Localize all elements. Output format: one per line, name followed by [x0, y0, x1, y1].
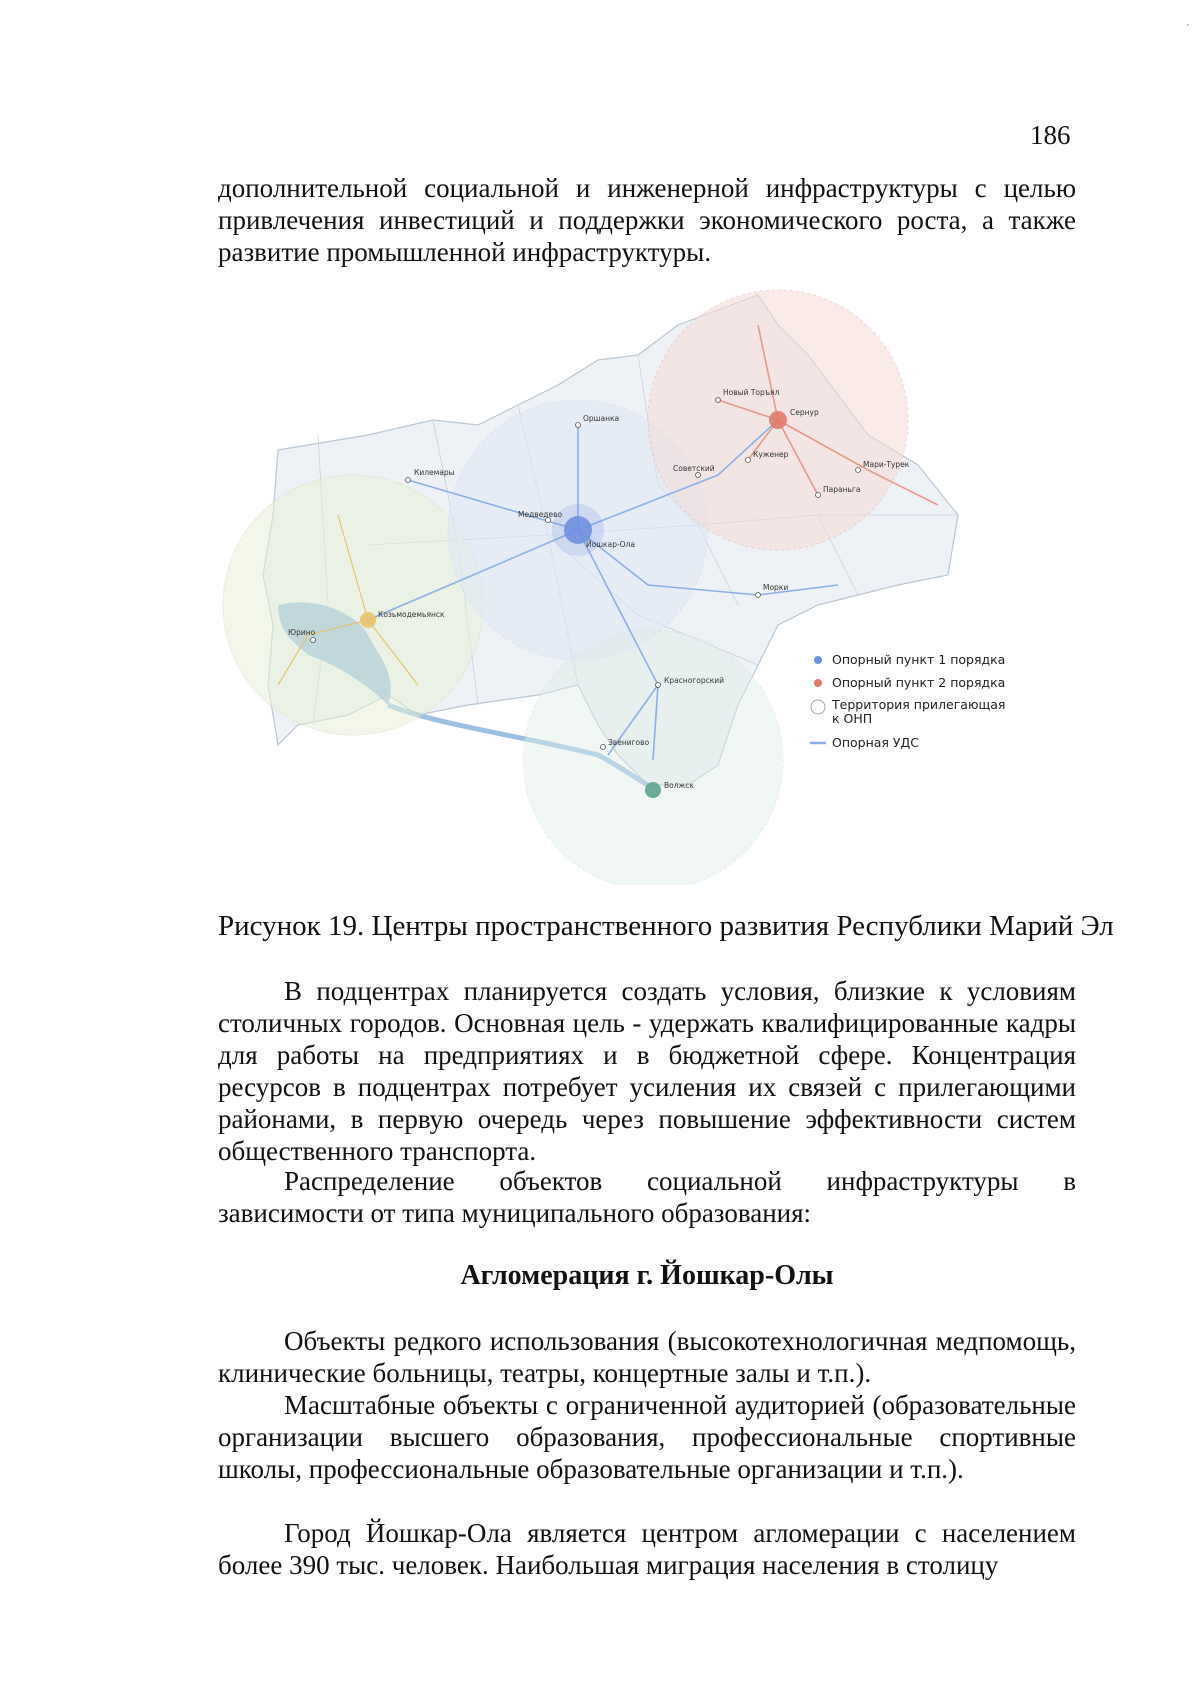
label-orshanka: Оршанка [583, 414, 620, 423]
center-sernur [769, 411, 787, 429]
legend-marker-order2 [814, 679, 822, 687]
label-volzhsk: Волжск [664, 781, 694, 790]
intro-paragraph: дополнительной социальной и инженерной инфраструктуры с целью привлечения инвестиций и поддержки экономического роста, а также развитие промышленной инфраструктуры. [218, 173, 1076, 267]
legend-territory-line1: Территория прилегающая [832, 697, 1006, 712]
body-paragraph-3: Объекты редкого использования (высокотехнологичная медпомощь, клинические больницы, театры, концертные залы и т.п.). [218, 1326, 1076, 1388]
legend-order2: Опорный пункт 2 порядка [832, 675, 1006, 690]
map-legend [810, 652, 1005, 750]
legend-order1: Опорный пункт 1 порядка [832, 652, 1006, 667]
center-volzhsk [645, 782, 661, 798]
body-paragraph-5: Город Йошкар-Ола является центром агломерации с населением более 390 тыс. человек. Наибольшая миграция населения в столицу [218, 1518, 1076, 1580]
label-yurino: Юрино [288, 628, 316, 637]
label-zvenigovo: Звенигово [608, 738, 650, 747]
label-kilemary: Килемары [414, 468, 455, 477]
body-paragraph-2: Распределение объектов социальной инфраструктуры в зависимости от типа муниципального образования: [218, 1166, 1076, 1228]
label-paranga: Параньга [823, 485, 861, 494]
section-heading: Агломерация г. Йошкар-Олы [460, 1260, 834, 1291]
label-sernur: Сернур [790, 408, 819, 417]
label-sovetsky: Советский [673, 464, 715, 473]
label-kuzhener: Куженер [753, 450, 789, 459]
label-mari-turek: Мари-Турек [863, 460, 910, 469]
label-krasnogorsky: Красногорский [664, 676, 724, 685]
body-paragraph-4: Масштабные объекты с ограниченной аудиторией (образовательные организации высшего образования, профессиональные спортивные школы, профессиональные образовательные организации и т.п.). [218, 1390, 1076, 1484]
legend-marker-territory [811, 700, 825, 714]
label-novy-torial: Новый Торъял [723, 388, 780, 397]
scan-mark: · [1185, 18, 1190, 34]
region-map-figure [218, 285, 1098, 885]
legend-territory-line2: к ОНП [832, 711, 873, 726]
label-medvedevo: Медведево [518, 510, 563, 519]
legend-road: Опорная УДС [832, 735, 920, 750]
legend-marker-order1 [814, 656, 822, 664]
influence-circle-west [223, 475, 483, 735]
label-yoshkar-ola: Йошкар-Ола [586, 540, 635, 549]
figure-caption: Рисунок 19. Центры пространственного развития Республики Марий Эл [218, 910, 1114, 942]
page-number: 186 [1030, 120, 1071, 150]
body-paragraph-1: В подцентрах планируется создать условия, близкие к условиям столичных городов. Основная цель - удержать квалифицированные кадры для работы на предприятиях и в бюджетной сфере. Концентрация ресурсов в подцентрах потребует усиления их связей с прилегающими районами, в первую очередь через повышение эффективности систем общественного транспорта. [218, 976, 1076, 1166]
label-kozmodemyansk: Козьмодемьянск [378, 610, 445, 619]
label-morki: Морки [763, 583, 789, 592]
center-kozmodemyansk [360, 612, 376, 628]
